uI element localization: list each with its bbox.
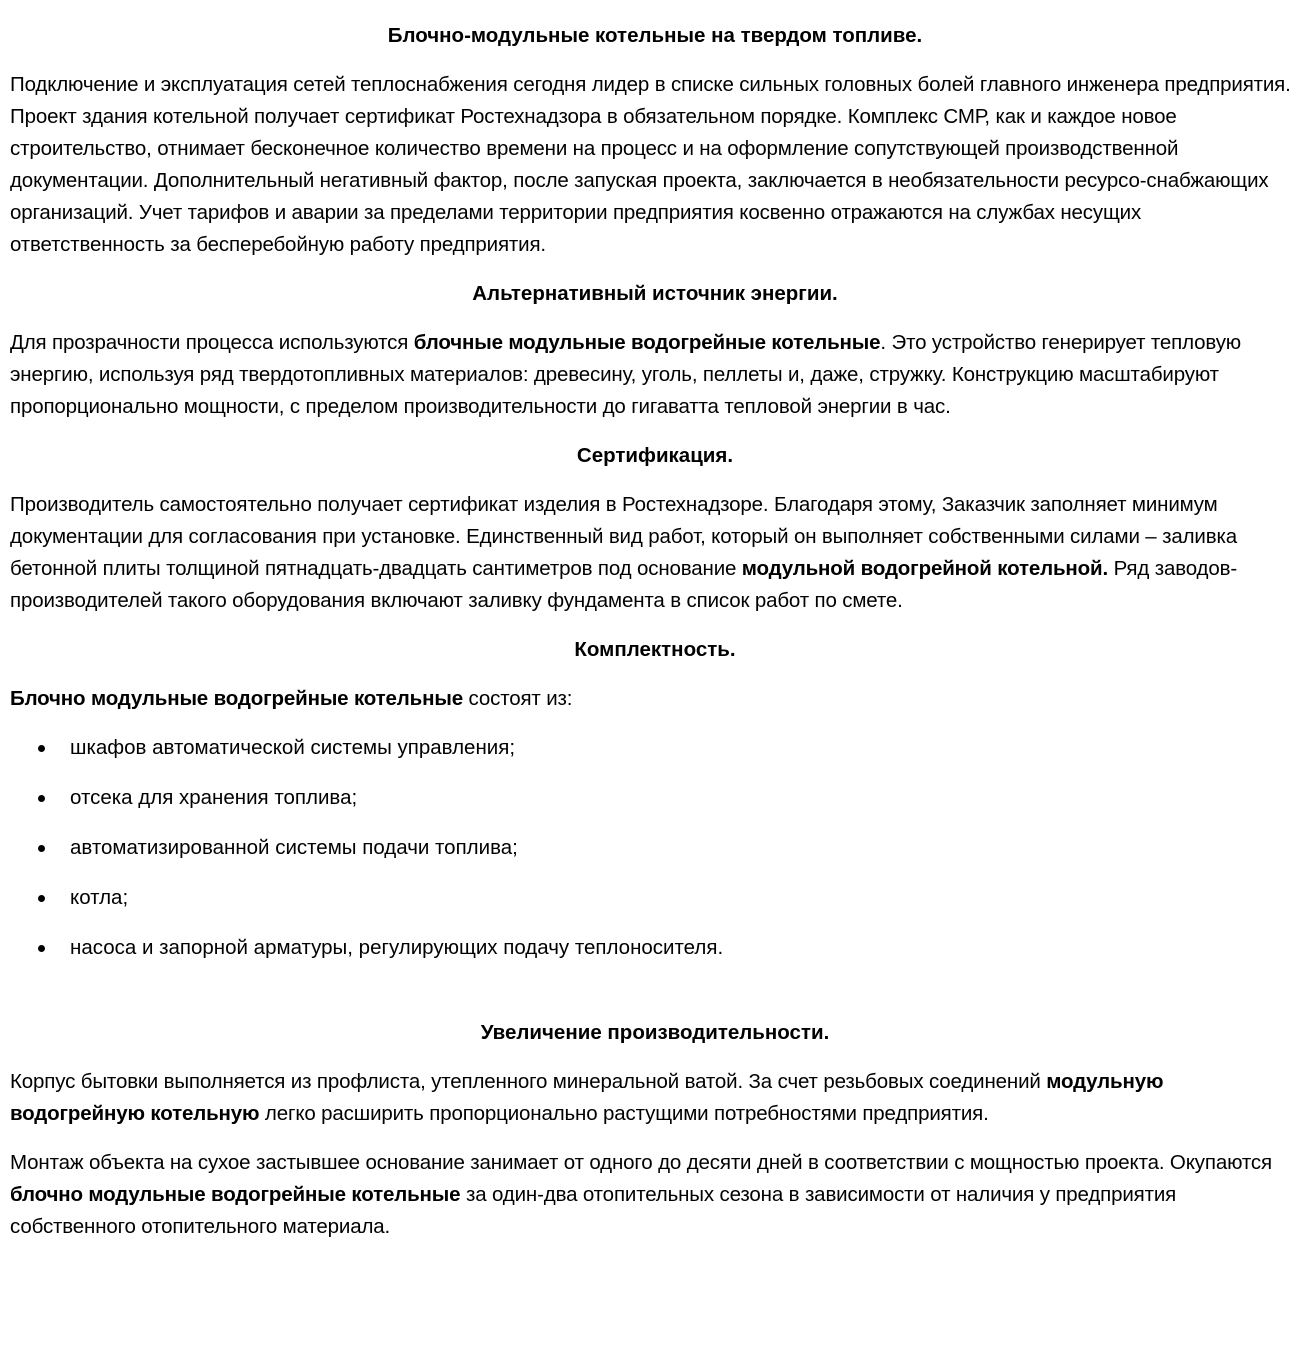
text-span: Корпус бытовки выполняется из профлиста, утепленного минеральной ватой. За счет резьбовых соединений xyxy=(10,1070,1047,1093)
list-item-text: автоматизированной системы подачи топлива; xyxy=(70,836,518,859)
section-heading-alternative-energy: Альтернативный источник энергии. xyxy=(472,282,838,305)
text-span: Ряд заводов-производителей такого оборудования включают заливку фундамента в список работ по смете. xyxy=(10,557,1238,612)
bold-term: Блочно модульные водогрейные котельные xyxy=(10,687,463,710)
alternative-energy-paragraph xyxy=(10,327,1300,423)
bold-term: блочно модульные водогрейные котельные xyxy=(10,1183,461,1206)
section-heading-completeness: Комплектность. xyxy=(574,638,736,661)
bullet-icon xyxy=(38,945,45,952)
section-heading-performance: Увеличение производительности. xyxy=(480,1021,830,1044)
text-span: . Это устройство генерирует тепловую энергию, используя ряд твердотопливных материалов: древесину, уголь, пеллеты и, даже, стружку. Конструкцию масштабируют пропорционально мощности, с пределом производительности до гигаватта тепловой энергии в час. xyxy=(10,331,1242,418)
text-span: Для прозрачности процесса используются xyxy=(10,331,414,354)
list-item xyxy=(10,782,1300,814)
list-item-text: котла; xyxy=(70,886,129,909)
bullet-icon xyxy=(38,745,45,752)
text-span: состоят из: xyxy=(462,687,573,710)
bullet-icon xyxy=(38,845,45,852)
performance-paragraph-2 xyxy=(10,1147,1300,1243)
document xyxy=(10,20,1300,1243)
intro-paragraph: Подключение и эксплуатация сетей теплоснабжения сегодня лидер в списке сильных головных болей главного инженера предприятия. Проект здания котельной получает сертификат Ростехнадзора в обязательном порядке. Комплекс СМР, как и каждое новое строительство, отнимает бесконечное количество времени на процесс и на оформление сопутствующей производственной документации. Дополнительный негативный фактор, после запуская проекта, заключается в необязательности ресурсо-снабжающих организаций. Учет тарифов и аварии за пределами территории предприятия косвенно отражаются на службах несущих ответственность за бесперебойную работу предприятия. xyxy=(10,73,1291,256)
text-span: Производитель самостоятельно получает сертификат изделия в Ростехнадзоре. Благодаря этому, Заказчик заполняет минимум документации для согласования при установке. Единственный вид работ, который он выполняет собственными силами – заливка бетонной плиты толщиной пятнадцать-двадцать сантиметров под основание xyxy=(10,493,1237,580)
list-item xyxy=(10,732,1300,764)
bullet-icon xyxy=(38,895,45,902)
certification-paragraph xyxy=(10,489,1300,617)
list-item-text: шкафов автоматической системы управления; xyxy=(70,736,516,759)
document-title: Блочно-модульные котельные на твердом топливе. xyxy=(387,24,923,47)
text-span: легко расширить пропорционально растущими потребностями предприятия. xyxy=(259,1102,989,1125)
section-heading-certification: Сертификация. xyxy=(576,444,734,467)
list-item-text: насоса и запорной арматуры, регулирующих подачу теплоносителя. xyxy=(70,936,724,959)
list-item xyxy=(10,832,1300,864)
bold-term: модульную водогрейную котельную xyxy=(10,1070,1164,1125)
bullet-icon xyxy=(38,795,45,802)
text-span: Монтаж объекта на сухое застывшее основание занимает от одного до десяти дней в соответствии с мощностью проекта. Окупаются xyxy=(10,1151,1272,1174)
list-item-text: отсека для хранения топлива; xyxy=(70,786,358,809)
text-span: за один-два отопительных сезона в зависимости от наличия у предприятия собственного отопительного материала. xyxy=(10,1183,1177,1238)
list-item xyxy=(10,932,1300,964)
bold-term: блочные модульные водогрейные котельные xyxy=(413,331,881,354)
components-list xyxy=(10,732,1300,964)
completeness-lead xyxy=(10,683,1300,715)
list-item xyxy=(10,882,1300,914)
performance-paragraph-1 xyxy=(10,1066,1300,1130)
bold-term: модульной водогрейной котельной. xyxy=(741,557,1109,580)
